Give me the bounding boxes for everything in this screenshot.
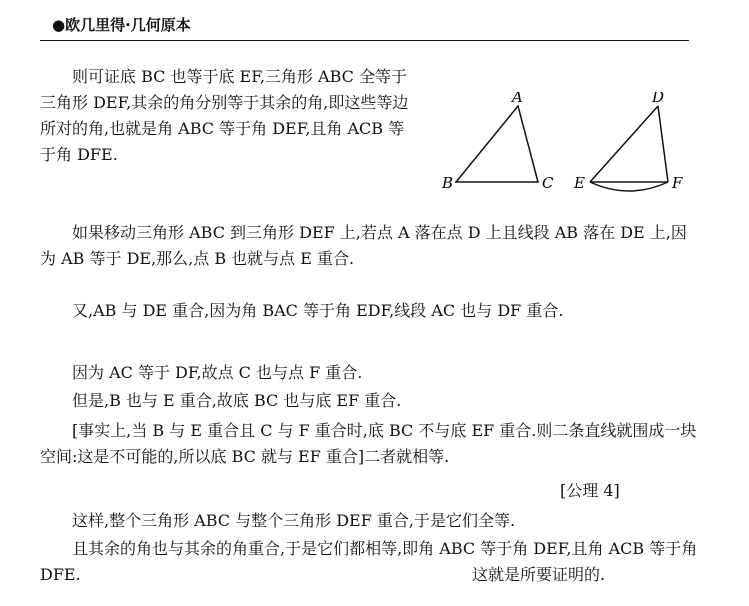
base-bc-arc — [590, 182, 668, 191]
paragraph-5-text: 但是,B 也与 E 重合,故底 BC 也与底 EF 重合. — [72, 391, 402, 410]
paragraph-8-text: 且其余的角也与其余的角重合,于是它们都相等,即角 ABC 等于角 DEF,且角 ACB 等于角 DFE. — [40, 539, 698, 584]
paragraph-1-text: 则可证底 BC 也等于底 EF,三角形 ABC 全等于三角形 DEF,其余的角分别等于其余的角,即这些等边所对的角,也就是角 ABC 等于角 DEF,且角 ACB 等于角 DFE. — [40, 67, 409, 164]
paragraph-6-text: [事实上,当 B 与 E 重合且 C 与 F 重合时,底 BC 不与底 EF 重合.则二条直线就围成一块空间:这是不可能的,所以底 BC 就与 EF 重合]二者就相等. — [40, 421, 697, 466]
paragraph-7-text: 这样,整个三角形 ABC 与整个三角形 DEF 重合,于是它们全等. — [72, 511, 516, 530]
paragraph-2-text: 如果移动三角形 ABC 到三角形 DEF 上,若点 A 落在点 D 上且线段 AB 落在 DE 上,因为 AB 等于 DE,那么,点 B 也就与点 E 重合. — [40, 223, 687, 268]
paragraph-5 — [40, 388, 401, 414]
label-a: A — [512, 92, 523, 106]
header-divider — [40, 40, 689, 41]
paragraph-7 — [40, 508, 515, 534]
label-f: F — [672, 174, 683, 192]
paragraph-2 — [40, 220, 700, 272]
qed-statement: 这就是所要证明的. — [472, 565, 606, 584]
axiom-reference: [公理 4] — [560, 481, 620, 500]
triangle-figures — [430, 92, 700, 202]
paragraph-4-text: 因为 AC 等于 DF,故点 C 也与点 F 重合. — [72, 363, 363, 382]
paragraph-3-text: 又,AB 与 DE 重合,因为角 BAC 等于角 EDF,线段 AC 也与 DF 重合. — [72, 301, 564, 320]
paragraph-4 — [40, 360, 362, 386]
triangle-abc — [456, 106, 538, 182]
page-header-title: ●欧几里得·几何原本 — [52, 16, 191, 34]
paragraph-1 — [40, 64, 412, 168]
label-b: B — [442, 174, 454, 192]
label-d: D — [652, 92, 665, 106]
triangle-def — [590, 106, 668, 182]
label-e: E — [574, 174, 585, 192]
paragraph-6 — [40, 418, 700, 470]
label-c: C — [542, 174, 554, 192]
paragraph-3 — [40, 298, 700, 324]
